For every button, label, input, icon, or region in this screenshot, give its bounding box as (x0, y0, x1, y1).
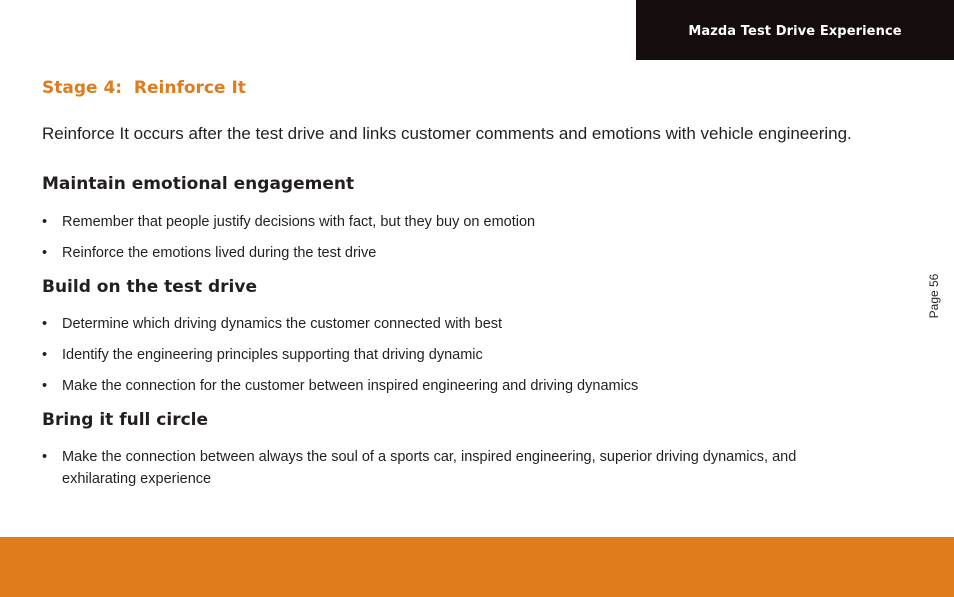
list-item (42, 446, 842, 490)
list-item (42, 344, 842, 366)
section-heading-emotional-engagement: Maintain emotional engagement (42, 174, 355, 194)
bullet-icon: • (42, 449, 48, 465)
bullet-list-emotional-engagement (42, 211, 842, 273)
list-item-text: Reinforce the emotions lived during the test drive (62, 245, 377, 261)
list-item-text: Determine which driving dynamics the customer connected with best (62, 316, 503, 332)
list-item-text: Make the connection between always the soul of a sports car, inspired engineering, superior driving dynamics, and exhilarating experience (62, 449, 797, 487)
list-item (42, 211, 842, 233)
bullet-icon: • (42, 378, 48, 394)
footer-bar (0, 537, 954, 597)
stage-title: Stage 4: Reinforce It (42, 78, 246, 98)
header-badge (636, 0, 954, 60)
list-item (42, 375, 842, 397)
page-number: Page 56 (927, 273, 941, 319)
section-heading-full-circle: Bring it full circle (42, 410, 209, 430)
bullet-list-full-circle (42, 446, 842, 499)
bullet-icon: • (42, 316, 48, 332)
list-item-text: Identify the engineering principles supporting that driving dynamic (62, 347, 483, 363)
list-item-text: Make the connection for the customer between inspired engineering and driving dynamics (62, 378, 639, 394)
bullet-list-test-drive (42, 313, 842, 406)
bullet-icon: • (42, 347, 48, 363)
bullet-icon: • (42, 245, 48, 261)
list-item (42, 242, 842, 264)
intro-paragraph: Reinforce It occurs after the test drive and links customer comments and emotions with vehicle engineering. (42, 124, 852, 143)
header-title: Mazda Test Drive Experience (688, 23, 902, 39)
section-heading-test-drive: Build on the test drive (42, 277, 257, 297)
list-item-text: Remember that people justify decisions with fact, but they buy on emotion (62, 214, 536, 230)
list-item (42, 313, 842, 335)
bullet-icon: • (42, 214, 48, 230)
